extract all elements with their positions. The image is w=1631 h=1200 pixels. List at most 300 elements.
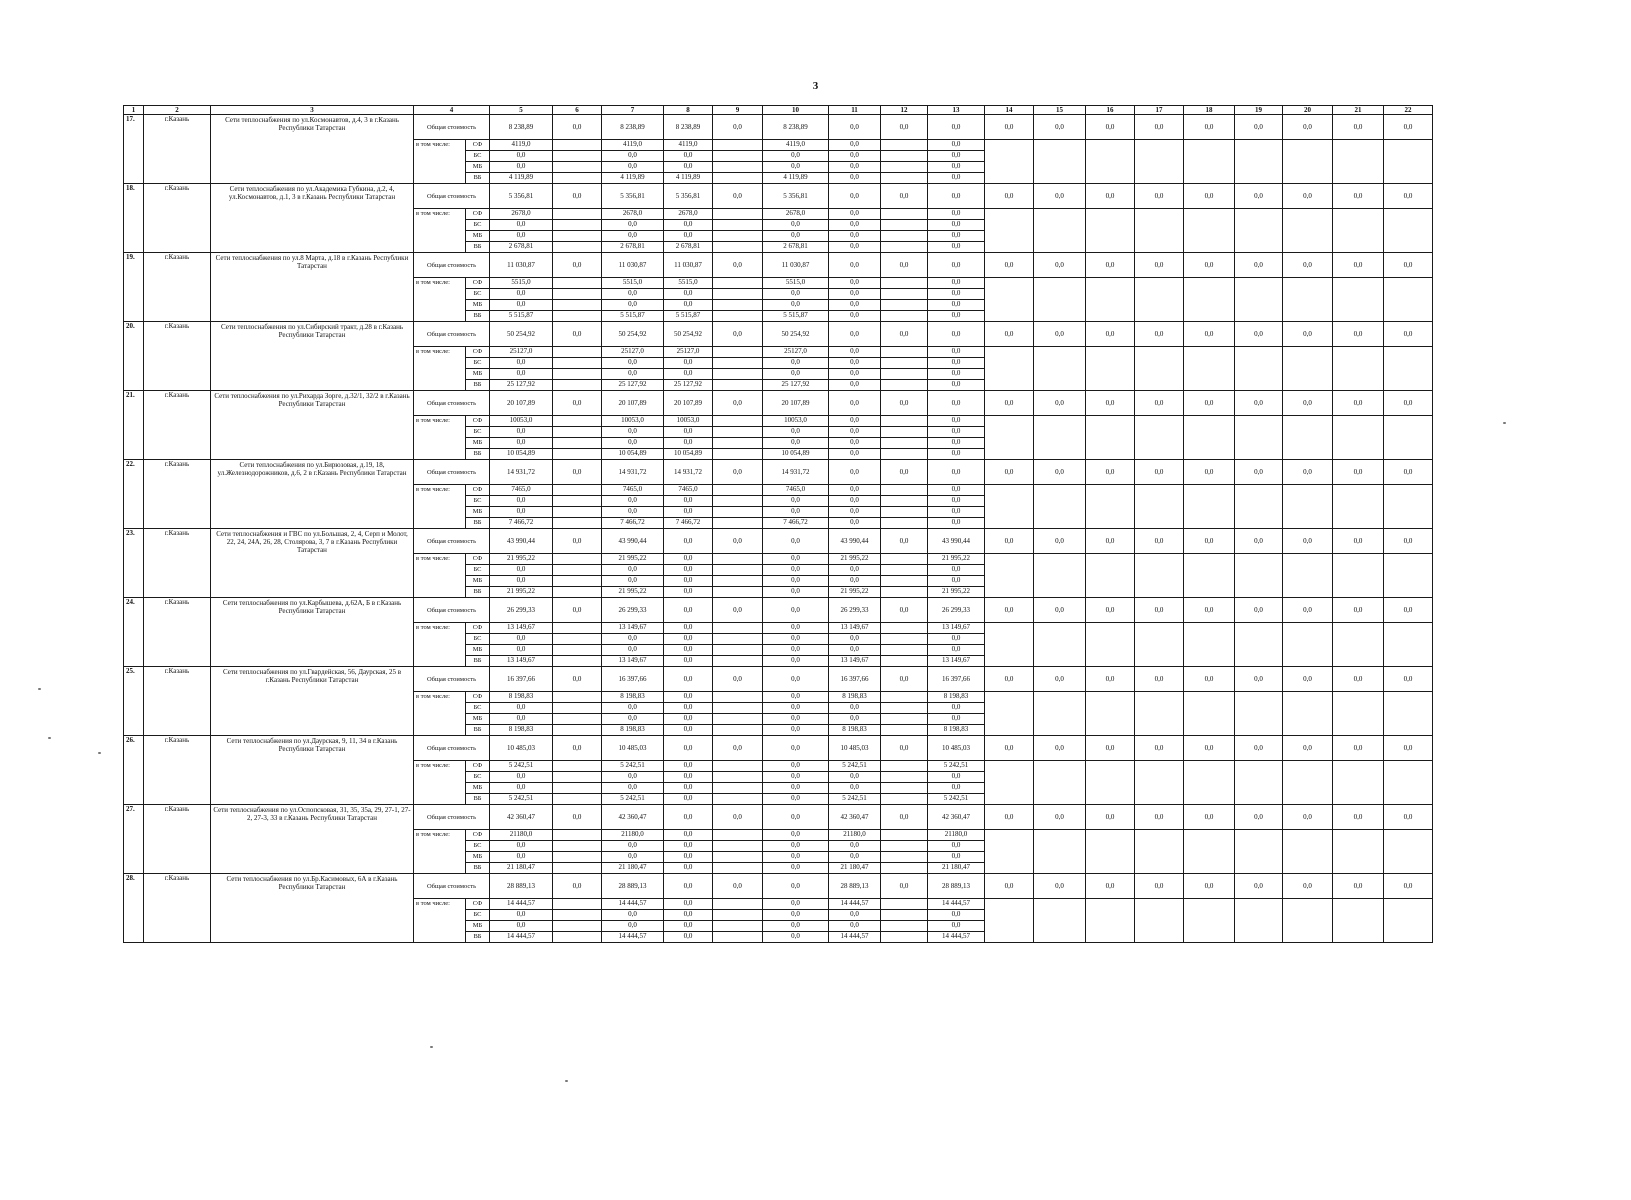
funding-value-col-11: 0,0 xyxy=(829,151,881,162)
empty-cell xyxy=(1086,576,1135,587)
total-value-col-21: 0,0 xyxy=(1333,253,1384,278)
funding-value-col-9 xyxy=(713,358,763,369)
empty-cell xyxy=(1135,507,1184,518)
funding-value-col-7: 0,0 xyxy=(602,783,664,794)
funding-value-col-13: 0,0 xyxy=(928,910,985,921)
funding-value-col-5: 0,0 xyxy=(490,921,553,932)
scan-speck xyxy=(565,1080,568,1082)
funding-value-col-13: 0,0 xyxy=(928,231,985,242)
empty-cell xyxy=(1333,438,1384,449)
empty-cell xyxy=(1235,830,1283,841)
funding-type: СФ xyxy=(466,209,490,220)
empty-cell xyxy=(1283,380,1333,391)
total-value-col-17: 0,0 xyxy=(1135,184,1184,209)
funding-type: МБ xyxy=(466,714,490,725)
empty-cell xyxy=(1384,899,1433,910)
total-value-col-20: 0,0 xyxy=(1283,322,1333,347)
funding-value-col-11: 0,0 xyxy=(829,783,881,794)
funding-value-col-11: 5 242,51 xyxy=(829,761,881,772)
funding-value-col-10: 0,0 xyxy=(763,220,829,231)
empty-cell xyxy=(1283,507,1333,518)
empty-cell xyxy=(1135,151,1184,162)
total-value-col-21: 0,0 xyxy=(1333,805,1384,830)
funding-value-col-6 xyxy=(553,554,602,565)
empty-cell xyxy=(1283,565,1333,576)
total-value-col-17: 0,0 xyxy=(1135,322,1184,347)
empty-cell xyxy=(1333,783,1384,794)
empty-cell xyxy=(1135,311,1184,322)
empty-cell xyxy=(1235,518,1283,529)
funding-value-col-6 xyxy=(553,507,602,518)
total-cost-label: Общая стоимость xyxy=(414,391,490,416)
empty-cell xyxy=(985,151,1034,162)
empty-cell xyxy=(1384,380,1433,391)
empty-cell xyxy=(1034,369,1086,380)
empty-cell xyxy=(1235,438,1283,449)
funding-value-col-10: 0,0 xyxy=(763,852,829,863)
total-value-col-20: 0,0 xyxy=(1283,460,1333,485)
empty-cell xyxy=(1333,427,1384,438)
funding-value-col-12 xyxy=(881,830,928,841)
empty-cell xyxy=(1135,369,1184,380)
funding-value-col-9 xyxy=(713,140,763,151)
total-cost-label: Общая стоимость xyxy=(414,115,490,140)
total-value-col-11: 0,0 xyxy=(829,322,881,347)
total-value-col-10: 11 030,87 xyxy=(763,253,829,278)
empty-cell xyxy=(1235,565,1283,576)
funding-value-col-12 xyxy=(881,921,928,932)
funding-value-col-10: 0,0 xyxy=(763,761,829,772)
funding-value-col-7: 0,0 xyxy=(602,852,664,863)
empty-cell xyxy=(1184,554,1235,565)
empty-cell xyxy=(1283,162,1333,173)
empty-cell xyxy=(1034,587,1086,598)
empty-cell xyxy=(1034,794,1086,805)
column-number-7: 7 xyxy=(602,106,664,115)
funding-value-col-10: 0,0 xyxy=(763,794,829,805)
empty-cell xyxy=(1384,358,1433,369)
funding-value-col-13: 14 444,57 xyxy=(928,932,985,943)
funding-value-col-8: 10 054,89 xyxy=(664,449,713,460)
funding-value-col-11: 13 149,67 xyxy=(829,623,881,634)
total-cost-label: Общая стоимость xyxy=(414,874,490,899)
funding-value-col-10: 0,0 xyxy=(763,783,829,794)
empty-cell xyxy=(1235,783,1283,794)
empty-cell xyxy=(1034,645,1086,656)
empty-cell xyxy=(985,910,1034,921)
funding-value-col-12 xyxy=(881,220,928,231)
empty-cell xyxy=(1283,910,1333,921)
empty-cell xyxy=(1086,380,1135,391)
empty-cell xyxy=(1184,369,1235,380)
empty-cell xyxy=(1034,438,1086,449)
funding-value-col-13: 0,0 xyxy=(928,369,985,380)
total-value-col-5: 28 889,13 xyxy=(490,874,553,899)
funding-value-col-7: 21180,0 xyxy=(602,830,664,841)
empty-cell xyxy=(1384,910,1433,921)
funding-type: СФ xyxy=(466,485,490,496)
empty-cell xyxy=(1086,645,1135,656)
empty-cell xyxy=(1184,347,1235,358)
funding-value-col-9 xyxy=(713,692,763,703)
empty-cell xyxy=(1384,932,1433,943)
funding-value-col-12 xyxy=(881,311,928,322)
total-cost-label: Общая стоимость xyxy=(414,184,490,209)
empty-cell xyxy=(1135,921,1184,932)
funding-value-col-5: 0,0 xyxy=(490,162,553,173)
funding-value-col-6 xyxy=(553,910,602,921)
funding-value-col-13: 0,0 xyxy=(928,242,985,253)
total-value-col-13: 0,0 xyxy=(928,391,985,416)
total-value-col-20: 0,0 xyxy=(1283,115,1333,140)
empty-cell xyxy=(1135,278,1184,289)
total-value-col-17: 0,0 xyxy=(1135,115,1184,140)
empty-cell xyxy=(1135,841,1184,852)
empty-cell xyxy=(1235,507,1283,518)
empty-cell xyxy=(1235,496,1283,507)
total-value-col-15: 0,0 xyxy=(1034,253,1086,278)
total-value-col-9: 0,0 xyxy=(713,805,763,830)
total-value-col-20: 0,0 xyxy=(1283,805,1333,830)
empty-cell xyxy=(1235,634,1283,645)
funding-value-col-10: 7 466,72 xyxy=(763,518,829,529)
funding-value-col-10: 0,0 xyxy=(763,231,829,242)
total-value-col-20: 0,0 xyxy=(1283,253,1333,278)
empty-cell xyxy=(1184,485,1235,496)
total-value-col-14: 0,0 xyxy=(985,529,1034,554)
total-value-col-18: 0,0 xyxy=(1184,598,1235,623)
total-value-col-13: 0,0 xyxy=(928,253,985,278)
funding-value-col-9 xyxy=(713,587,763,598)
empty-cell xyxy=(1086,507,1135,518)
empty-cell xyxy=(1135,518,1184,529)
total-value-col-11: 0,0 xyxy=(829,184,881,209)
total-value-col-8: 14 931,72 xyxy=(664,460,713,485)
funding-value-col-9 xyxy=(713,772,763,783)
empty-cell xyxy=(1135,140,1184,151)
funding-value-col-5: 25127,0 xyxy=(490,347,553,358)
empty-cell xyxy=(985,209,1034,220)
funding-value-col-5: 0,0 xyxy=(490,703,553,714)
funding-value-col-12 xyxy=(881,507,928,518)
funding-value-col-5: 25 127,92 xyxy=(490,380,553,391)
funding-value-col-11: 0,0 xyxy=(829,496,881,507)
empty-cell xyxy=(1283,841,1333,852)
funding-value-col-9 xyxy=(713,242,763,253)
funding-value-col-12 xyxy=(881,231,928,242)
funding-value-col-12 xyxy=(881,438,928,449)
funding-value-col-6 xyxy=(553,369,602,380)
empty-cell xyxy=(1184,289,1235,300)
funding-value-col-8: 0,0 xyxy=(664,369,713,380)
empty-cell xyxy=(1086,565,1135,576)
empty-cell xyxy=(1135,162,1184,173)
total-value-col-19: 0,0 xyxy=(1235,667,1283,692)
empty-cell xyxy=(1333,932,1384,943)
funding-value-col-5: 10 054,89 xyxy=(490,449,553,460)
total-value-col-21: 0,0 xyxy=(1333,391,1384,416)
object-city: г.Казань xyxy=(144,322,211,391)
funding-value-col-9 xyxy=(713,162,763,173)
empty-cell xyxy=(985,438,1034,449)
funding-value-col-12 xyxy=(881,151,928,162)
empty-cell xyxy=(1184,783,1235,794)
empty-cell xyxy=(1333,772,1384,783)
funding-value-col-6 xyxy=(553,725,602,736)
empty-cell xyxy=(1283,932,1333,943)
object-name: Сети теплоснабжения по ул.Космонавтов, д.4, 3 в г.Казань Республики Татарстан xyxy=(211,115,414,184)
funding-value-col-5: 0,0 xyxy=(490,151,553,162)
funding-value-col-10: 25127,0 xyxy=(763,347,829,358)
funding-value-col-13: 0,0 xyxy=(928,209,985,220)
empty-cell xyxy=(1384,565,1433,576)
empty-cell xyxy=(1283,140,1333,151)
funding-value-col-13: 0,0 xyxy=(928,703,985,714)
funding-type: ВБ xyxy=(466,587,490,598)
column-number-13: 13 xyxy=(928,106,985,115)
funding-value-col-9 xyxy=(713,173,763,184)
total-value-col-18: 0,0 xyxy=(1184,253,1235,278)
funding-value-col-8: 0,0 xyxy=(664,162,713,173)
funding-value-col-12 xyxy=(881,209,928,220)
total-value-col-16: 0,0 xyxy=(1086,115,1135,140)
empty-cell xyxy=(1135,623,1184,634)
funding-value-col-13: 0,0 xyxy=(928,300,985,311)
empty-cell xyxy=(985,899,1034,910)
funding-value-col-6 xyxy=(553,209,602,220)
funding-value-col-10: 0,0 xyxy=(763,932,829,943)
empty-cell xyxy=(1384,140,1433,151)
funding-value-col-13: 0,0 xyxy=(928,311,985,322)
funding-value-col-8: 0,0 xyxy=(664,220,713,231)
total-value-col-16: 0,0 xyxy=(1086,460,1135,485)
empty-cell xyxy=(1135,289,1184,300)
funding-value-col-5: 0,0 xyxy=(490,438,553,449)
empty-cell xyxy=(985,703,1034,714)
funding-value-col-11: 0,0 xyxy=(829,209,881,220)
empty-cell xyxy=(1283,347,1333,358)
funding-value-col-9 xyxy=(713,830,763,841)
empty-cell xyxy=(1135,932,1184,943)
funding-value-col-7: 25 127,92 xyxy=(602,380,664,391)
funding-value-col-7: 5 242,51 xyxy=(602,794,664,805)
funding-value-col-13: 21 995,22 xyxy=(928,554,985,565)
empty-cell xyxy=(1384,841,1433,852)
empty-cell xyxy=(1086,140,1135,151)
empty-cell xyxy=(1283,358,1333,369)
total-value-col-5: 26 299,33 xyxy=(490,598,553,623)
funding-value-col-11: 8 198,83 xyxy=(829,692,881,703)
funding-value-col-9 xyxy=(713,231,763,242)
funding-value-col-10: 0,0 xyxy=(763,863,829,874)
funding-value-col-13: 0,0 xyxy=(928,634,985,645)
empty-cell xyxy=(985,231,1034,242)
funding-type: ВБ xyxy=(466,242,490,253)
total-value-col-19: 0,0 xyxy=(1235,115,1283,140)
empty-cell xyxy=(985,289,1034,300)
funding-value-col-11: 0,0 xyxy=(829,416,881,427)
column-number-14: 14 xyxy=(985,106,1034,115)
funding-type: МБ xyxy=(466,645,490,656)
empty-cell xyxy=(1135,496,1184,507)
funding-value-col-7: 2678,0 xyxy=(602,209,664,220)
funding-value-col-5: 4119,0 xyxy=(490,140,553,151)
empty-cell xyxy=(985,783,1034,794)
funding-value-col-7: 0,0 xyxy=(602,231,664,242)
empty-cell xyxy=(1034,863,1086,874)
empty-cell xyxy=(1384,623,1433,634)
funding-value-col-8: 0,0 xyxy=(664,830,713,841)
total-value-col-9: 0,0 xyxy=(713,460,763,485)
object-total-row xyxy=(124,598,1433,623)
total-value-col-6: 0,0 xyxy=(553,253,602,278)
empty-cell xyxy=(1283,220,1333,231)
funding-value-col-10: 25 127,92 xyxy=(763,380,829,391)
empty-cell xyxy=(1184,645,1235,656)
funding-value-col-9 xyxy=(713,209,763,220)
funding-value-col-11: 0,0 xyxy=(829,518,881,529)
empty-cell xyxy=(1283,576,1333,587)
empty-cell xyxy=(1034,783,1086,794)
total-value-col-16: 0,0 xyxy=(1086,598,1135,623)
funding-value-col-12 xyxy=(881,140,928,151)
empty-cell xyxy=(1086,761,1135,772)
total-value-col-15: 0,0 xyxy=(1034,115,1086,140)
funding-value-col-12 xyxy=(881,416,928,427)
funding-value-col-13: 13 149,67 xyxy=(928,623,985,634)
total-value-col-19: 0,0 xyxy=(1235,805,1283,830)
total-value-col-13: 42 360,47 xyxy=(928,805,985,830)
object-total-row xyxy=(124,322,1433,347)
funding-value-col-8: 0,0 xyxy=(664,623,713,634)
empty-cell xyxy=(1283,725,1333,736)
funding-value-col-11: 0,0 xyxy=(829,242,881,253)
column-number-4: 4 xyxy=(414,106,490,115)
empty-cell xyxy=(1235,231,1283,242)
funding-value-col-10: 0,0 xyxy=(763,772,829,783)
funding-value-col-11: 0,0 xyxy=(829,703,881,714)
total-value-col-10: 14 931,72 xyxy=(763,460,829,485)
total-value-col-6: 0,0 xyxy=(553,184,602,209)
empty-cell xyxy=(1034,162,1086,173)
empty-cell xyxy=(1086,656,1135,667)
funding-value-col-8: 10053,0 xyxy=(664,416,713,427)
funding-value-col-9 xyxy=(713,565,763,576)
funding-value-col-9 xyxy=(713,369,763,380)
total-value-col-7: 11 030,87 xyxy=(602,253,664,278)
funding-type: БС xyxy=(466,634,490,645)
funding-value-col-6 xyxy=(553,140,602,151)
empty-cell xyxy=(1384,347,1433,358)
empty-cell xyxy=(1283,369,1333,380)
empty-cell xyxy=(1333,921,1384,932)
funding-value-col-9 xyxy=(713,300,763,311)
funding-value-col-8: 0,0 xyxy=(664,761,713,772)
funding-value-col-11: 21180,0 xyxy=(829,830,881,841)
column-number-22: 22 xyxy=(1384,106,1433,115)
total-value-col-9: 0,0 xyxy=(713,598,763,623)
empty-cell xyxy=(1184,863,1235,874)
funding-value-col-12 xyxy=(881,565,928,576)
total-value-col-15: 0,0 xyxy=(1034,460,1086,485)
total-value-col-8: 0,0 xyxy=(664,736,713,761)
funding-value-col-9 xyxy=(713,852,763,863)
empty-cell xyxy=(1184,899,1235,910)
total-value-col-13: 10 485,03 xyxy=(928,736,985,761)
funding-value-col-12 xyxy=(881,369,928,380)
funding-value-col-13: 0,0 xyxy=(928,496,985,507)
funding-type: СФ xyxy=(466,692,490,703)
empty-cell xyxy=(1283,852,1333,863)
empty-cell xyxy=(1333,289,1384,300)
funding-value-col-5: 5 242,51 xyxy=(490,794,553,805)
total-value-col-12: 0,0 xyxy=(881,184,928,209)
total-value-col-16: 0,0 xyxy=(1086,322,1135,347)
empty-cell xyxy=(1135,783,1184,794)
empty-cell xyxy=(985,587,1034,598)
funding-value-col-8: 25127,0 xyxy=(664,347,713,358)
column-number-12: 12 xyxy=(881,106,928,115)
funding-value-col-6 xyxy=(553,794,602,805)
empty-cell xyxy=(985,645,1034,656)
funding-value-col-6 xyxy=(553,863,602,874)
empty-cell xyxy=(1384,449,1433,460)
funding-type: ВБ xyxy=(466,863,490,874)
empty-cell xyxy=(1283,231,1333,242)
funding-value-col-11: 0,0 xyxy=(829,369,881,380)
empty-cell xyxy=(985,449,1034,460)
empty-cell xyxy=(1283,173,1333,184)
empty-cell xyxy=(1333,794,1384,805)
funding-value-col-10: 2678,0 xyxy=(763,209,829,220)
empty-cell xyxy=(1086,496,1135,507)
funding-value-col-7: 5 515,87 xyxy=(602,311,664,322)
total-value-col-9: 0,0 xyxy=(713,322,763,347)
funding-value-col-6 xyxy=(553,242,602,253)
funding-value-col-10: 0,0 xyxy=(763,427,829,438)
funding-value-col-10: 5515,0 xyxy=(763,278,829,289)
funding-value-col-11: 0,0 xyxy=(829,380,881,391)
funding-value-col-13: 21 180,47 xyxy=(928,863,985,874)
empty-cell xyxy=(985,692,1034,703)
empty-cell xyxy=(1384,485,1433,496)
funding-value-col-8: 0,0 xyxy=(664,427,713,438)
empty-cell xyxy=(1333,449,1384,460)
empty-cell xyxy=(1034,841,1086,852)
funding-value-col-9 xyxy=(713,151,763,162)
empty-cell xyxy=(1384,645,1433,656)
empty-cell xyxy=(1283,554,1333,565)
empty-cell xyxy=(1235,162,1283,173)
empty-cell xyxy=(1384,852,1433,863)
total-value-col-19: 0,0 xyxy=(1235,874,1283,899)
empty-cell xyxy=(1333,173,1384,184)
object-number: 24. xyxy=(124,598,144,667)
funding-value-col-5: 0,0 xyxy=(490,852,553,863)
total-cost-label: Общая стоимость xyxy=(414,253,490,278)
funding-value-col-6 xyxy=(553,358,602,369)
total-cost-label: Общая стоимость xyxy=(414,529,490,554)
empty-cell xyxy=(1086,634,1135,645)
funding-value-col-10: 0,0 xyxy=(763,714,829,725)
funding-value-col-12 xyxy=(881,761,928,772)
funding-value-col-12 xyxy=(881,518,928,529)
empty-cell xyxy=(1034,554,1086,565)
funding-value-col-13: 0,0 xyxy=(928,151,985,162)
empty-cell xyxy=(1135,209,1184,220)
funding-value-col-11: 0,0 xyxy=(829,427,881,438)
funding-value-col-13: 0,0 xyxy=(928,852,985,863)
